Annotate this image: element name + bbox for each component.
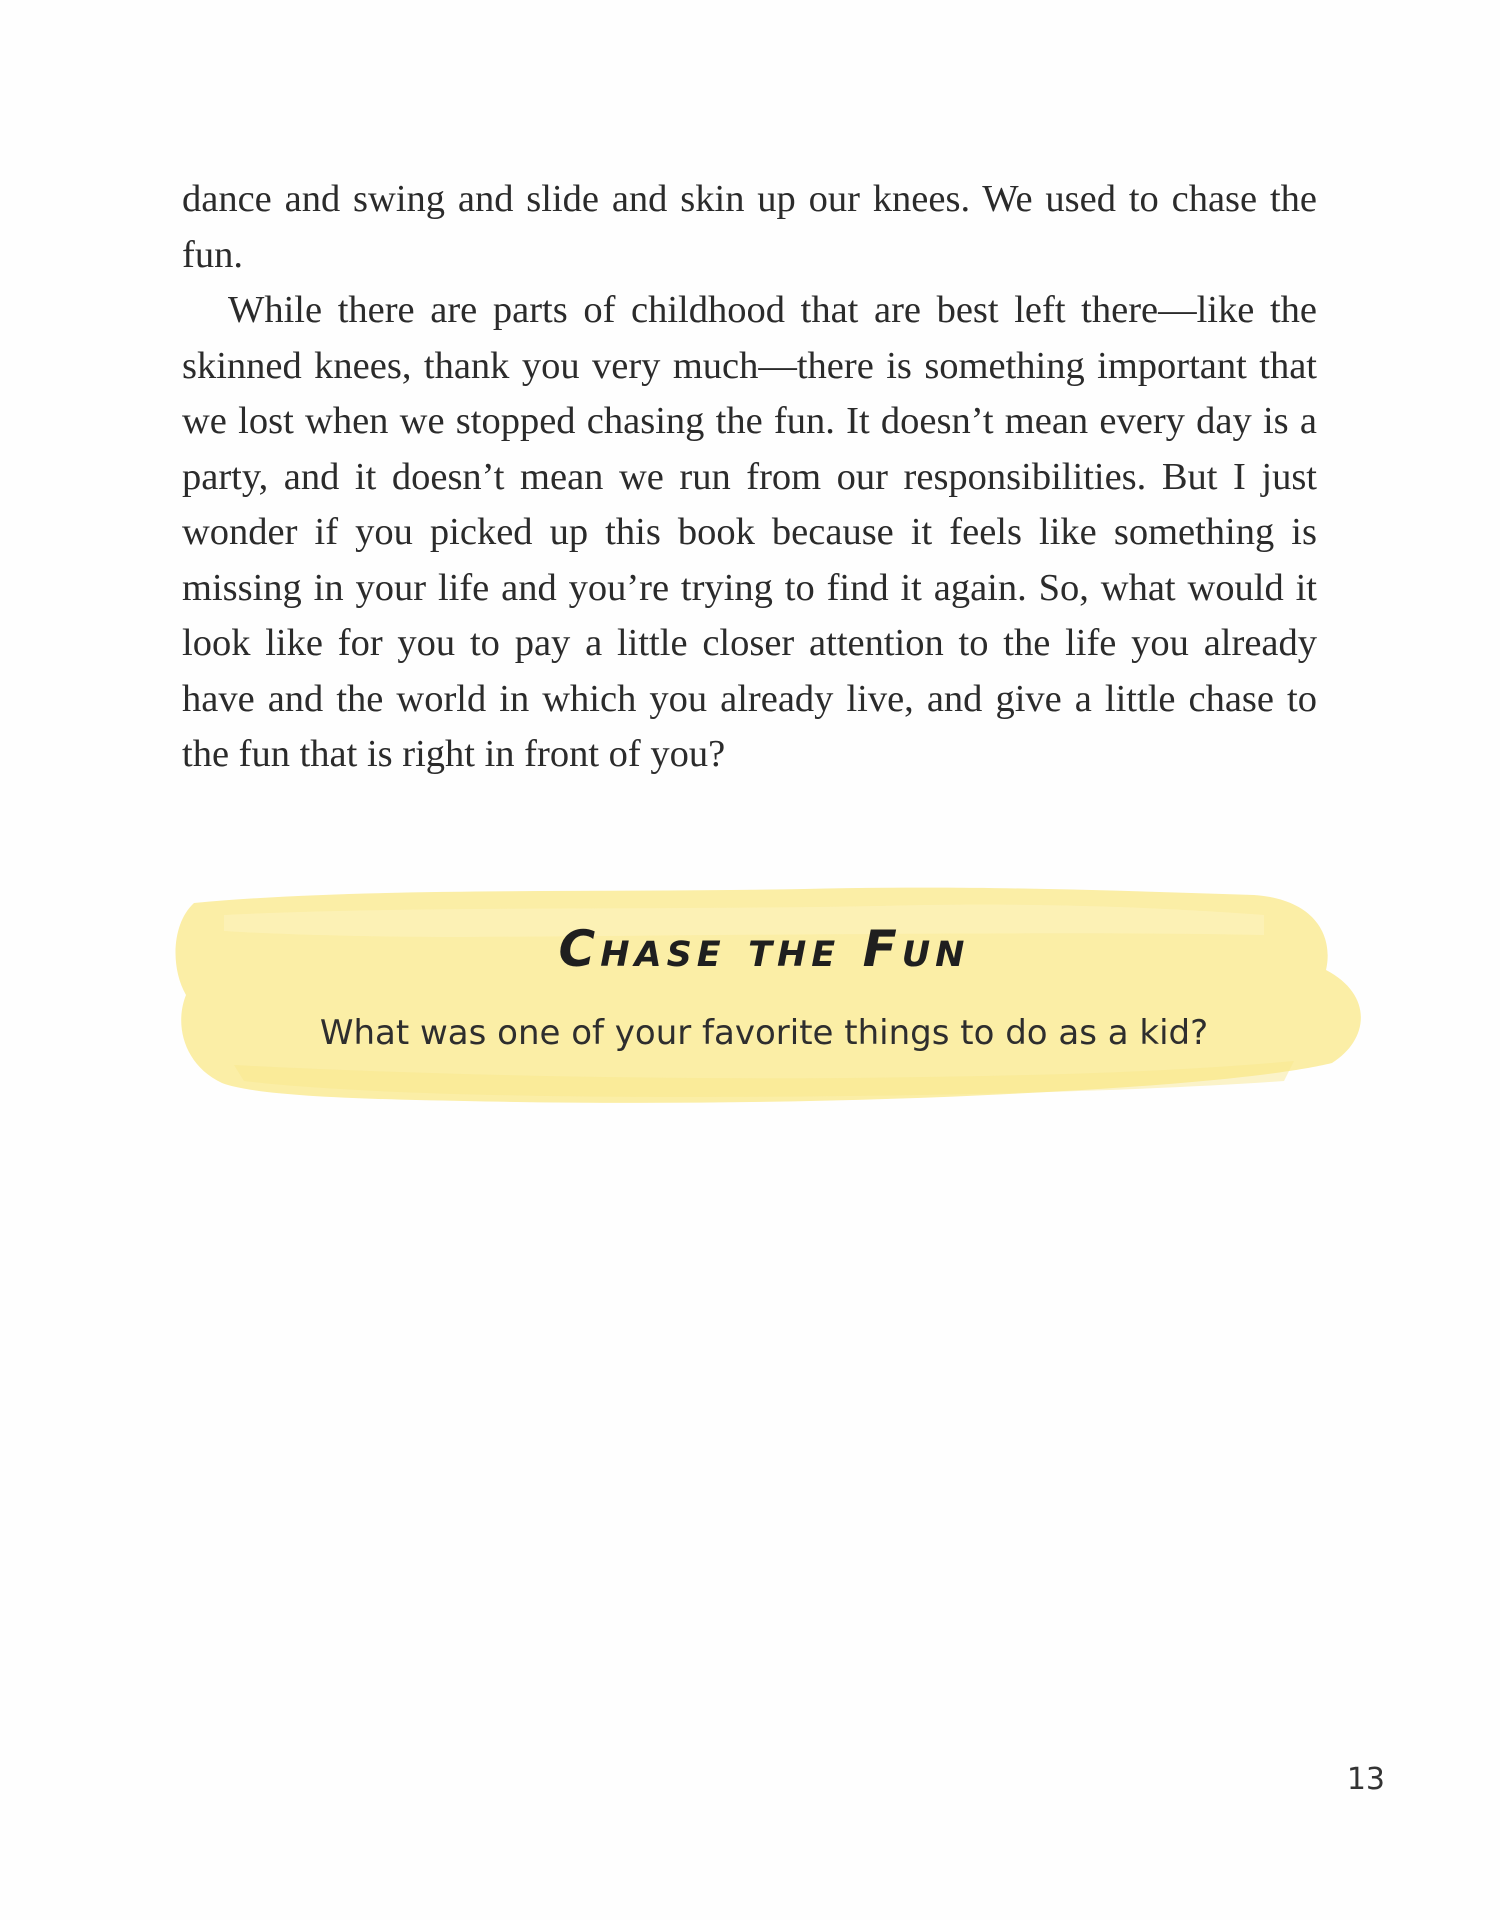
paragraph: While there are parts of childhood that are best left there—like the skinned knees, thank you very much—there is something important that we lost when we stopped chasing the fun. It doesn’t mean every day is a party, and it doesn’t mean we run from our responsibilities. But I just wonder if you picked up this book because it feels like something is missing in your life and you’re trying to find it again. So, what would it look like for you to pay a little closer attention to the life you already have and the world in which you already live, and give a little chase to the fun that is right in front of you? xyxy=(182,289,1317,775)
highlight-brush-stroke xyxy=(164,875,1364,1120)
callout-question: What was one of your favorite things to do as a kid? xyxy=(319,1013,1209,1053)
body-text xyxy=(182,172,1317,783)
page-number: 13 xyxy=(1346,1762,1385,1797)
chase-the-fun-callout xyxy=(164,875,1364,1120)
callout-title: Chase the Fun xyxy=(558,920,970,978)
paragraph-continued: dance and swing and slide and skin up our knees. We used to chase the fun. xyxy=(182,178,1317,276)
